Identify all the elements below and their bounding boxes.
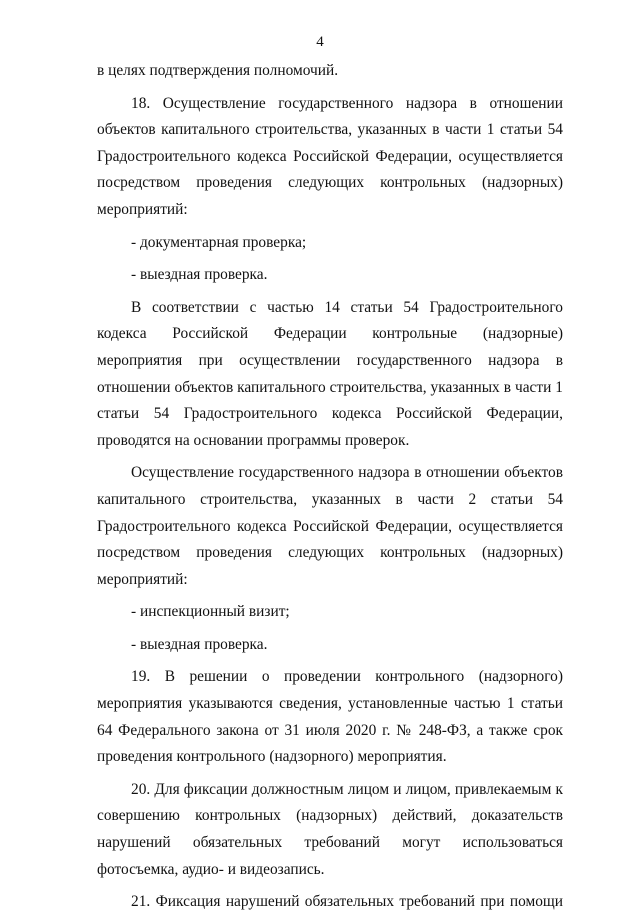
paragraph-item-21: 21. Фиксация нарушений обязательных требований при помощи — [131, 893, 563, 911]
list-item-documentary-check: - документарная проверка; — [131, 233, 307, 251]
document-body — [97, 58, 563, 916]
paragraph-item-20: 20. Для фиксации должностным лицом и лицом, привлекаемым к совершению контрольных (надзорных) действий, доказательств нарушений обязательных требований могут использоваться фотосъемка, аудио- и видеозапись. — [97, 780, 563, 878]
paragraph-part-2-supervision: Осуществление государственного надзора в отношении объектов капитального строительства, указанных в части 2 статьи 54 Градостроительного кодекса Российской Федерации, осуществляется посредством проведения следующих контрольных (надзорных) мероприятий: — [97, 464, 563, 588]
list-item-onsite-check-2: - выездная проверка. — [131, 635, 268, 653]
list-item-onsite-check: - выездная проверка. — [131, 266, 268, 284]
paragraph-inspection-program: В соответствии с частью 14 статьи 54 Градостроительного кодекса Российской Федерации контрольные (надзорные) мероприятия при осуществлении государственного надзора в отношении объектов капитального строительства, указанных в части 1 статьи 54 Градостроительного кодекса Российской Федерации, проводятся на основании программы проверок. — [97, 298, 563, 449]
page-number: 4 — [316, 34, 324, 50]
paragraph-continuation: в целях подтверждения полномочий. — [97, 62, 339, 79]
list-item-inspection-visit: - инспекционный визит; — [131, 603, 290, 621]
paragraph-item-18: 18. Осуществление государственного надзора в отношении объектов капитального строительства, указанных в части 1 статьи 54 Градостроительного кодекса Российской Федерации, осуществляется посредством проведения следующих контрольных (надзорных) мероприятий: — [97, 94, 563, 218]
paragraph-item-19: 19. В решении о проведении контрольного (надзорного) мероприятия указываются сведения, установленные частью 1 статьи 64 Федерального закона от 31 июля 2020 г. № 248-ФЗ, а также срок проведения контрольного (надзорного) мероприятия. — [97, 668, 563, 766]
